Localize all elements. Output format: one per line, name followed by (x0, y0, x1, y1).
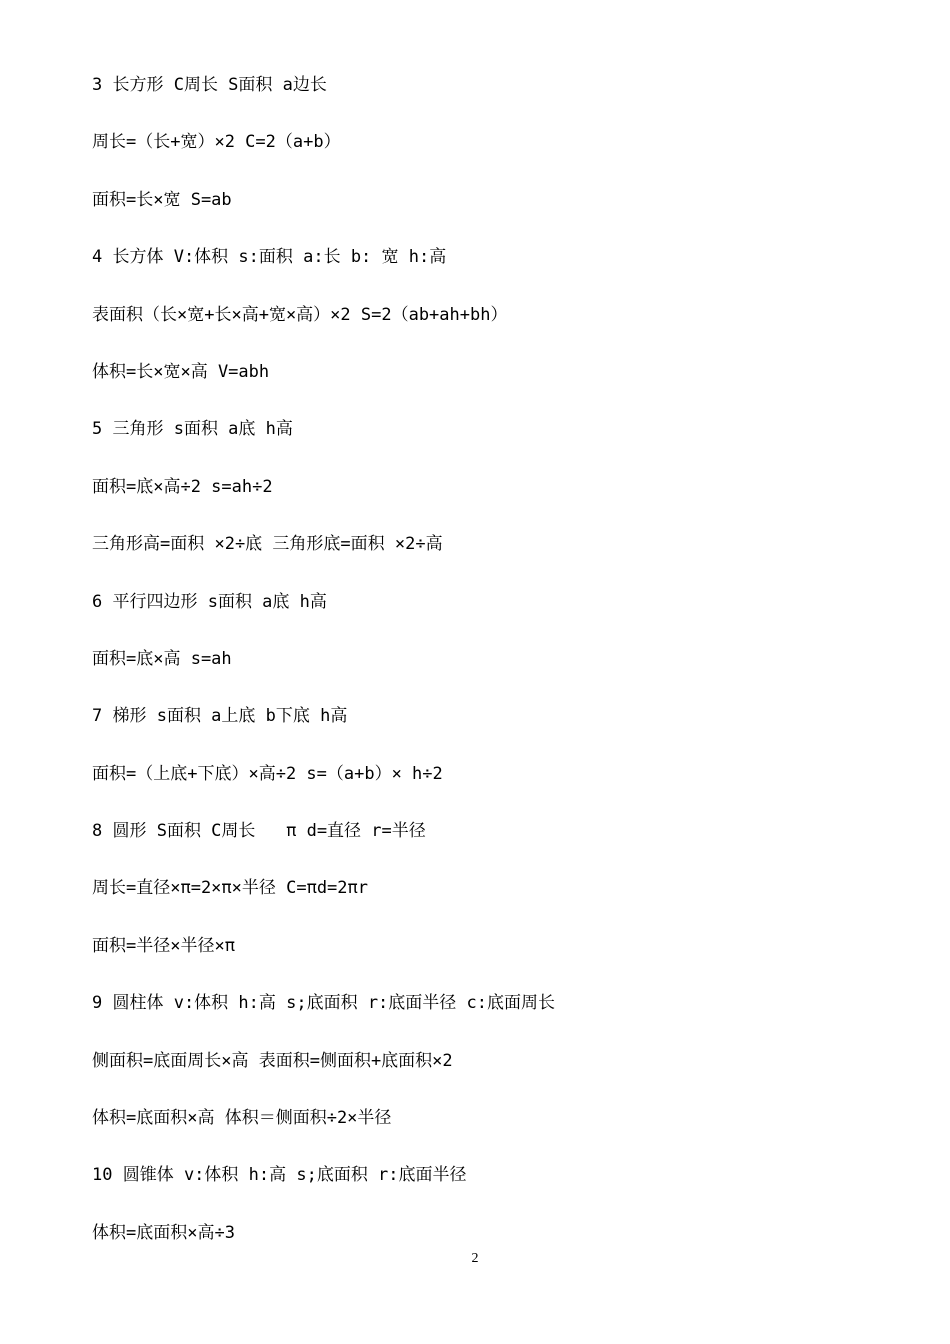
formula-list (92, 73, 892, 1278)
formula-line: 4 长方体 V:体积 s:面积 a:长 b: 宽 h:高 (92, 247, 447, 268)
formula-line: 3 长方形 C周长 S面积 a边长 (92, 75, 327, 95)
formula-line: 三角形高=面积 ×2÷底 三角形底=面积 ×2÷高 (92, 534, 443, 555)
formula-line: 周长=（长+宽）×2 C=2（a+b） (92, 132, 341, 153)
formula-line: 面积=底×高÷2 s=ah÷2 (92, 476, 273, 497)
formula-line: 5 三角形 s面积 a底 h高 (92, 419, 293, 440)
formula-line: 8 圆形 S面积 C周长 π d=直径 r=半径 (92, 821, 426, 842)
formula-line: 侧面积=底面周长×高 表面积=侧面积+底面积×2 (92, 1050, 453, 1071)
formula-line: 体积=长×宽×高 V=abh (92, 361, 270, 382)
formula-line: 9 圆柱体 v:体积 h:高 s;底面积 r:底面半径 c:底面周长 (92, 993, 555, 1014)
formula-line: 面积=半径×半径×π (92, 935, 235, 956)
formula-line: 6 平行四边形 s面积 a底 h高 (92, 591, 327, 612)
formula-line: 面积=（上底+下底）×高÷2 s=（a+b）× h÷2 (92, 763, 443, 784)
formula-line: 周长=直径×π=2×π×半径 C=πd=2πr (92, 878, 368, 899)
formula-line: 表面积（长×宽+长×高+宽×高）×2 S=2（ab+ah+bh） (92, 304, 508, 325)
formula-line: 7 梯形 s面积 a上底 b下底 h高 (92, 706, 348, 727)
page-number: 2 (471, 1251, 479, 1266)
formula-line: 面积=底×高 s=ah (92, 648, 232, 669)
formula-line: 10 圆锥体 v:体积 h:高 s;底面积 r:底面半径 (92, 1165, 467, 1186)
formula-line: 体积=底面积×高 体积＝侧面积÷2×半径 (92, 1108, 392, 1129)
formula-line: 面积=长×宽 S=ab (92, 189, 232, 210)
formula-line: 体积=底面积×高÷3 (92, 1222, 235, 1243)
